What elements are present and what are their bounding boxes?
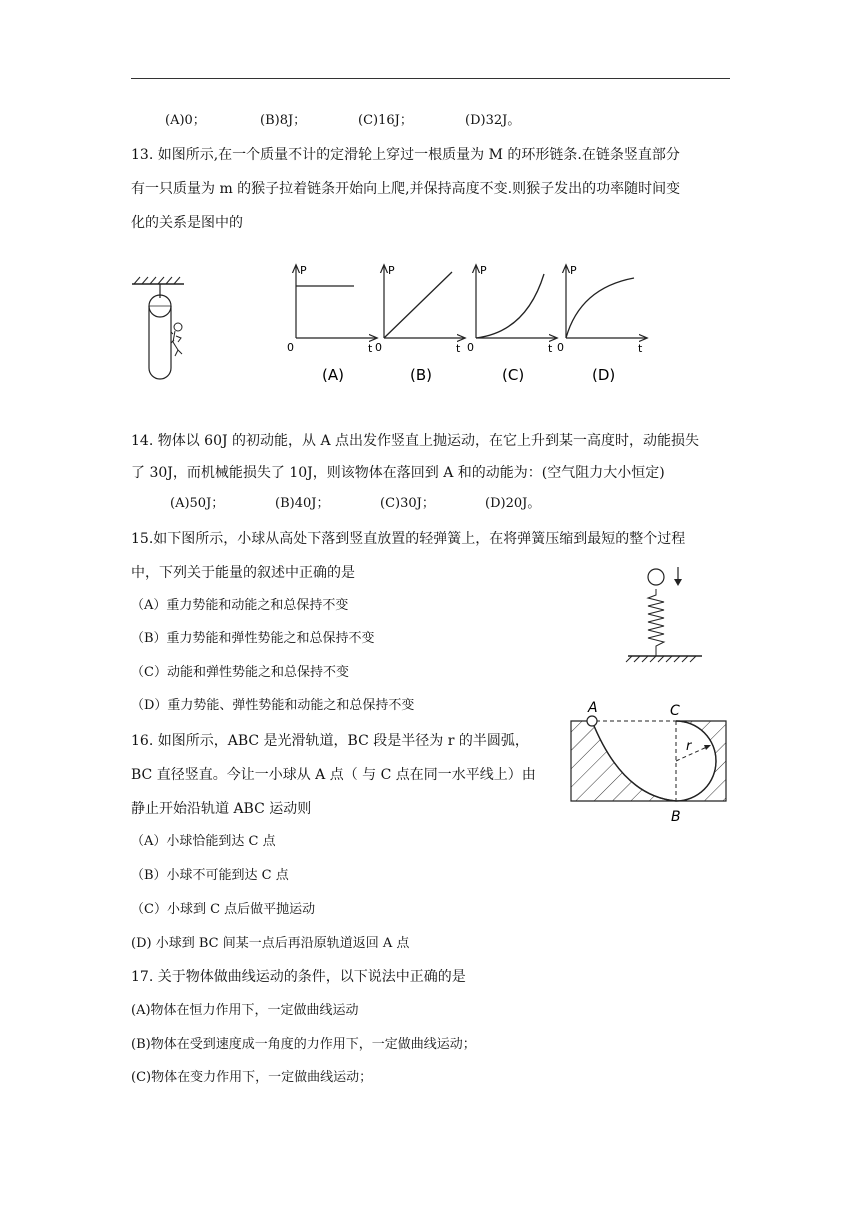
q12-option-b: (B)8J； [260, 113, 307, 128]
label-c: C [670, 703, 680, 719]
pulley-monkey-figure [128, 276, 198, 386]
power-time-graphs [280, 262, 660, 388]
pt-graph-c [467, 264, 556, 384]
q14-option-c: (C)30J； [380, 496, 435, 511]
ball-spring-figure [624, 562, 708, 662]
q14-option-b: (B)40J； [275, 496, 330, 511]
t-axis-label: t [456, 342, 461, 355]
p-axis-label: P [570, 264, 577, 277]
q16-option-b: （B）小球不可能到达 C 点 [131, 868, 289, 883]
ball-icon [587, 716, 597, 726]
q15-option-a: （A）重力势能和动能之和总保持不变 [131, 598, 349, 613]
q17-option-b: (B)物体在受到速度成一角度的力作用下，一定做曲线运动； [131, 1037, 476, 1052]
p-axis-label: P [300, 264, 307, 277]
power-curve [476, 274, 544, 338]
label-a: A [588, 700, 598, 716]
pt-graph-d [557, 264, 646, 384]
ball-icon [648, 569, 664, 585]
pt-graph-a [287, 264, 376, 384]
q17-option-c: (C)物体在变力作用下，一定做曲线运动； [131, 1070, 373, 1085]
q15-option-c: （C）动能和弹性势能之和总保持不变 [131, 665, 349, 680]
q14-line-2: 了 30J，而机械能损失了 10J，则该物体在落回到 A 和的动能为：(空气阻力大小恒定) [131, 465, 665, 481]
t-axis-label: t [548, 342, 553, 355]
q12-option-d: (D)32J。 [465, 113, 521, 128]
q17-line: 17. 关于物体做曲线运动的条件，以下说法中正确的是 [131, 969, 466, 985]
q14-option-a: (A)50J； [170, 496, 225, 511]
graph-label: (A) [322, 366, 344, 384]
q16-line-1: 16. 如图所示，ABC 是光滑轨道，BC 段是半径为 r 的半圆弧， [131, 733, 529, 749]
power-curve [384, 272, 452, 338]
q16-option-c: （C）小球到 C 点后做平抛运动 [131, 902, 316, 917]
q17-option-a: (A)物体在恒力作用下，一定做曲线运动 [131, 1003, 359, 1018]
label-r: r [686, 739, 692, 754]
semicircle-track-figure [566, 700, 732, 826]
t-axis-label: t [638, 342, 643, 355]
down-arrow-icon [674, 579, 682, 586]
pt-graph-b [375, 264, 464, 384]
q14-line-1: 14. 物体以 60J 的初动能，从 A 点出发作竖直上抛运动，在它上升到某一高度时，动能损失 [131, 433, 700, 449]
q15-option-b: （B）重力势能和弹性势能之和总保持不变 [131, 631, 375, 646]
power-curve [566, 278, 634, 338]
t-axis-label: t [368, 342, 373, 355]
origin-label: 0 [557, 341, 564, 354]
origin-label: 0 [467, 341, 474, 354]
monkey-icon [171, 323, 182, 356]
spring-icon [648, 589, 664, 656]
origin-label: 0 [375, 341, 382, 354]
p-axis-label: P [480, 264, 487, 277]
q13-line-1: 13. 如图所示,在一个质量不计的定滑轮上穿过一根质量为 M 的环形链条.在链条竖直部分 [131, 147, 680, 163]
q14-option-d: (D)20J。 [485, 496, 541, 511]
q15-line-1: 15.如下图所示，小球从高处下落到竖直放置的轻弹簧上，在将弹簧压缩到最短的整个过程 [131, 531, 686, 547]
q15-line-2: 中，下列关于能量的叙述中正确的是 [131, 565, 355, 581]
q12-option-a: (A)0； [165, 113, 206, 128]
p-axis-label: P [388, 264, 395, 277]
q12-option-c: (C)16J； [358, 113, 413, 128]
q15-option-d: （D）重力势能、弹性势能和动能之和总保持不变 [131, 698, 415, 713]
graph-label: (D) [592, 366, 616, 384]
graph-label: (B) [410, 366, 432, 384]
q13-line-2: 有一只质量为 m 的猴子拉着链条开始向上爬,并保持高度不变.则猴子发出的功率随时间变 [131, 181, 681, 197]
q16-line-3: 静止开始沿轨道 ABC 运动则 [131, 801, 312, 817]
q16-option-d: (D) 小球到 BC 间某一点后再沿原轨道返回 A 点 [131, 936, 410, 951]
graph-label: (C) [502, 366, 525, 384]
q16-line-2: BC 直径竖直。今让一小球从 A 点（ 与 C 点在同一水平线上）由 [131, 767, 536, 783]
header-rule [131, 78, 730, 79]
origin-label: 0 [287, 341, 294, 354]
q16-option-a: （A）小球恰能到达 C 点 [131, 834, 276, 849]
label-b: B [671, 809, 681, 825]
q13-line-3: 化的关系是图中的 [131, 215, 243, 231]
